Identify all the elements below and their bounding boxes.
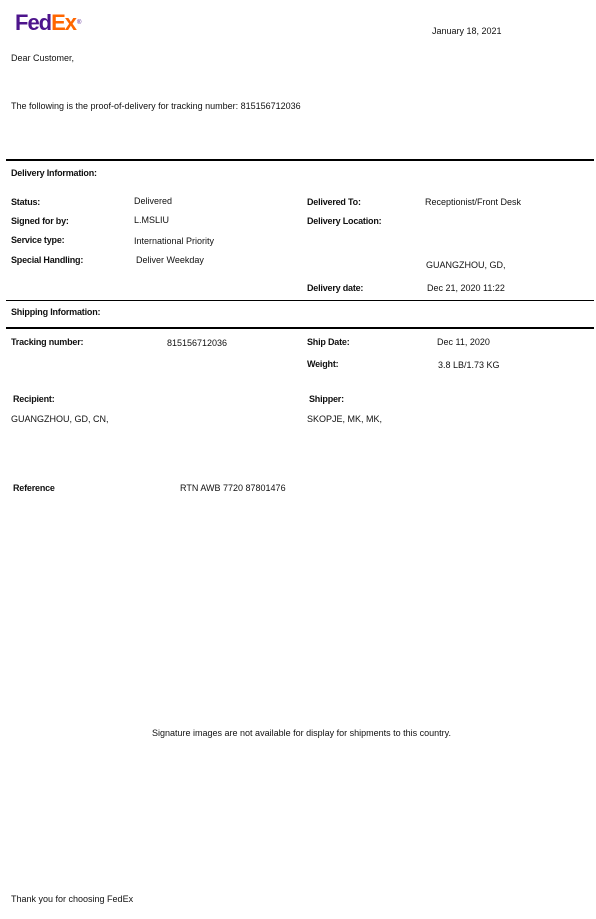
shipper-label: Shipper: bbox=[309, 394, 344, 404]
weight-label: Weight: bbox=[307, 359, 339, 369]
delivery-location-label: Delivery Location: bbox=[307, 216, 382, 226]
shipper-value: SKOPJE, MK, MK, bbox=[307, 414, 383, 424]
tracking-number-value: 815156712036 bbox=[167, 338, 228, 348]
reference-value: RTN AWB 7720 87801476 bbox=[180, 483, 286, 493]
delivery-date-value: Dec 21, 2020 11:22 bbox=[427, 283, 505, 293]
signed-for-value: L.MSLIU bbox=[134, 215, 170, 225]
status-label: Status: bbox=[11, 197, 41, 207]
shipping-info-heading: Shipping Information: bbox=[11, 307, 101, 317]
service-type-value: International Priority bbox=[134, 236, 215, 246]
ship-date-value: Dec 11, 2020 bbox=[437, 337, 490, 347]
greeting: Dear Customer, bbox=[11, 53, 75, 63]
status-value: Delivered bbox=[134, 196, 173, 206]
signed-for-label: Signed for by: bbox=[11, 216, 69, 226]
ship-date-label: Ship Date: bbox=[307, 337, 350, 347]
special-handling-value: Deliver Weekday bbox=[136, 255, 204, 265]
delivery-location-value: GUANGZHOU, GD, bbox=[426, 260, 506, 270]
fedex-logo: FedEx® bbox=[15, 10, 82, 35]
special-handling-label: Special Handling: bbox=[11, 255, 84, 265]
delivery-date-label: Delivery date: bbox=[307, 283, 364, 293]
section-rule bbox=[6, 300, 594, 301]
recipient-value: GUANGZHOU, GD, CN, bbox=[11, 414, 109, 424]
delivered-to-value: Receptionist/Front Desk bbox=[425, 197, 522, 207]
tracking-number-label: Tracking number: bbox=[11, 337, 84, 347]
delivered-to-label: Delivered To: bbox=[307, 197, 361, 207]
section-rule bbox=[6, 159, 594, 161]
intro-text: The following is the proof-of-delivery for tracking number: 815156712036 bbox=[11, 101, 301, 111]
section-rule bbox=[6, 327, 594, 329]
reference-label: Reference bbox=[13, 483, 55, 493]
service-type-label: Service type: bbox=[11, 235, 65, 245]
signature-note: Signature images are not available for display for shipments to this country. bbox=[152, 728, 451, 738]
delivery-info-heading: Delivery Information: bbox=[11, 168, 97, 178]
closing-text: Thank you for choosing FedEx bbox=[11, 894, 134, 904]
letter-date: January 18, 2021 bbox=[432, 26, 502, 36]
weight-value: 3.8 LB/1.73 KG bbox=[438, 360, 500, 370]
recipient-label: Recipient: bbox=[13, 394, 55, 404]
